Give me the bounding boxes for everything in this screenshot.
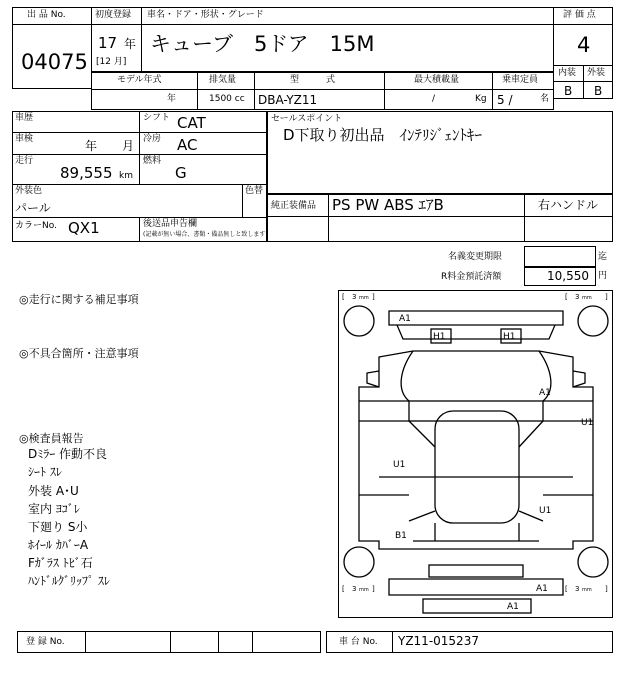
color-no-label: カラーNo. <box>15 221 57 231</box>
defects-notes-title: ◎不具合箇所・注意事項 <box>19 347 139 360</box>
svg-text:[: [ <box>565 293 568 301</box>
inspection-year: 年 <box>85 139 98 153</box>
front-bumper <box>389 311 563 325</box>
inspector-item: ｼｰﾄ ｽﾚ <box>28 465 62 479</box>
color-value: パール <box>15 201 51 215</box>
sales-point-label: セールスポイント <box>271 114 343 124</box>
grade-value: 4 <box>577 33 591 57</box>
tire-rear-left <box>344 547 374 577</box>
model-year-unit: 年 <box>167 94 177 104</box>
damage-diagram <box>338 290 613 618</box>
capacity-unit: 名 <box>540 94 550 104</box>
interior-grade: B <box>564 84 573 98</box>
tire-front-left <box>344 306 374 336</box>
svg-text:3: 3 <box>575 293 580 301</box>
displacement: 1500 cc <box>209 94 245 104</box>
mark-a1-rear-bumper: A1 <box>536 584 548 594</box>
color-label: 外装色 <box>15 186 43 196</box>
inspector-item: 外装 A･U <box>28 484 79 498</box>
name-change-field <box>524 246 596 267</box>
exterior-grade: B <box>594 84 603 98</box>
svg-text:]: ] <box>372 585 375 593</box>
tire-rear-right <box>578 547 608 577</box>
tire-label-rl <box>342 585 375 593</box>
svg-text:mm: mm <box>359 587 369 593</box>
mark-u1-left-door: U1 <box>393 460 406 470</box>
grade-label: 評 価 点 <box>563 10 596 20</box>
recycle-amount: 10,550 <box>547 269 589 283</box>
ac-value: AC <box>177 136 198 154</box>
mark-a1-right-fender: A1 <box>539 388 551 398</box>
sales-point-value: D下取り初出品 ｲﾝﾃﾘｼﾞｪﾝﾄｷｰ <box>283 126 483 144</box>
post-docs-note: (記載が無い場合、書類・備品無しと致します) <box>143 231 268 238</box>
car-body-outline <box>359 351 593 549</box>
mileage-unit: km <box>119 171 133 181</box>
max-load-label: 最大積載量 <box>414 75 460 85</box>
model-year-label: モデル年式 <box>117 75 162 85</box>
mark-h1-left-light: H1 <box>433 332 446 342</box>
history-label: 車歴 <box>15 113 34 123</box>
svg-text:]: ] <box>605 585 608 593</box>
first-reg-year-unit: 年 <box>124 37 137 51</box>
svg-text:mm: mm <box>359 295 369 301</box>
inspector-item: 室内 ﾖｺﾞﾚ <box>28 502 80 516</box>
inspector-item: 下廻り S小 <box>28 520 88 534</box>
color-change-label: 色替 <box>245 186 264 196</box>
reg-no-label: 登 録 No. <box>26 637 65 647</box>
capacity-label: 乗車定員 <box>502 75 539 85</box>
tire-label-fl <box>342 293 375 301</box>
exterior-label: 外装 <box>587 68 606 78</box>
equipment-label: 純正装備品 <box>271 201 317 211</box>
fuel-label: 燃料 <box>143 156 162 166</box>
svg-text:[: [ <box>565 585 568 593</box>
type-value: DBA-YZ11 <box>258 93 318 107</box>
lot-label: 出 品 No. <box>27 10 66 20</box>
mark-a1-front-bumper: A1 <box>399 314 411 324</box>
inspection-month: 月 <box>122 139 135 153</box>
tire-label-fr <box>565 293 608 301</box>
mark-a1-rear-step: A1 <box>507 602 519 612</box>
svg-text:3: 3 <box>352 293 357 301</box>
name-change-unit: 迄 <box>598 252 608 262</box>
name-change-label: 名義変更期限 <box>448 252 503 262</box>
svg-text:[: [ <box>342 585 345 593</box>
type-label: 型 式 <box>290 75 336 85</box>
mark-h1-right-light: H1 <box>503 332 516 342</box>
equipment-value: PS PW ABS ｴｱB <box>332 196 444 214</box>
inspector-report-title: ◎検査員報告 <box>19 432 84 445</box>
inspector-item: ﾊﾝﾄﾞﾙｸﾞﾘｯﾌﾟ ｽﾚ <box>28 574 110 588</box>
inspector-item: Dﾐﾗｰ 作動不良 <box>28 447 108 461</box>
mark-u1-right-rear: U1 <box>539 506 552 516</box>
tire-front-right <box>578 306 608 336</box>
mark-u1-right-door: U1 <box>581 418 594 428</box>
car-name: キューブ 5ドア 15M <box>150 32 375 56</box>
first-reg-year: 17 <box>98 34 118 52</box>
lot-number: 04075 <box>21 50 88 74</box>
driving-notes-title: ◎走行に関する補足事項 <box>19 293 139 306</box>
chassis-number: YZ11-015237 <box>398 634 479 648</box>
max-load: / <box>432 94 436 104</box>
mileage-label: 走行 <box>15 156 34 166</box>
mark-b1-left-rear: B1 <box>395 531 407 541</box>
svg-text:]: ] <box>605 293 608 301</box>
color-no-value: QX1 <box>68 219 100 237</box>
fuel-value: G <box>175 164 187 182</box>
recycle-unit: 円 <box>598 271 608 281</box>
car-name-label: 車名・ドア・形状・グレード <box>147 10 264 20</box>
handle-value: 右ハンドル <box>538 198 599 212</box>
capacity: 5 / <box>497 93 513 107</box>
first-reg-label: 初度登録 <box>95 10 132 20</box>
tire-label-rr <box>565 585 608 593</box>
shift-label: シフト <box>143 113 171 123</box>
inspection-label: 車検 <box>15 134 34 144</box>
mileage-value: 89,555 <box>60 164 113 182</box>
recycle-label: R料金預託済額 <box>441 272 502 282</box>
shift-value: CAT <box>177 114 206 132</box>
interior-label: 内装 <box>558 68 577 78</box>
inspector-item: ﾎｲｰﾙ ｶﾊﾞｰA <box>28 538 89 552</box>
chassis-label: 車 台 No. <box>339 637 378 647</box>
first-reg-month: [12 月] <box>96 57 127 67</box>
inspector-item: Fｶﾞﾗｽ ﾄﾋﾞ石 <box>28 556 93 570</box>
svg-text:]: ] <box>372 293 375 301</box>
ac-label: 冷房 <box>143 134 162 144</box>
svg-text:3: 3 <box>352 585 357 593</box>
svg-text:[: [ <box>342 293 345 301</box>
post-docs-label: 後送品申告欄 <box>143 219 198 229</box>
displacement-label: 排気量 <box>209 75 237 85</box>
svg-text:3: 3 <box>575 585 580 593</box>
max-load-unit: Kg <box>475 94 487 104</box>
svg-text:mm: mm <box>582 295 592 301</box>
svg-text:mm: mm <box>582 587 592 593</box>
